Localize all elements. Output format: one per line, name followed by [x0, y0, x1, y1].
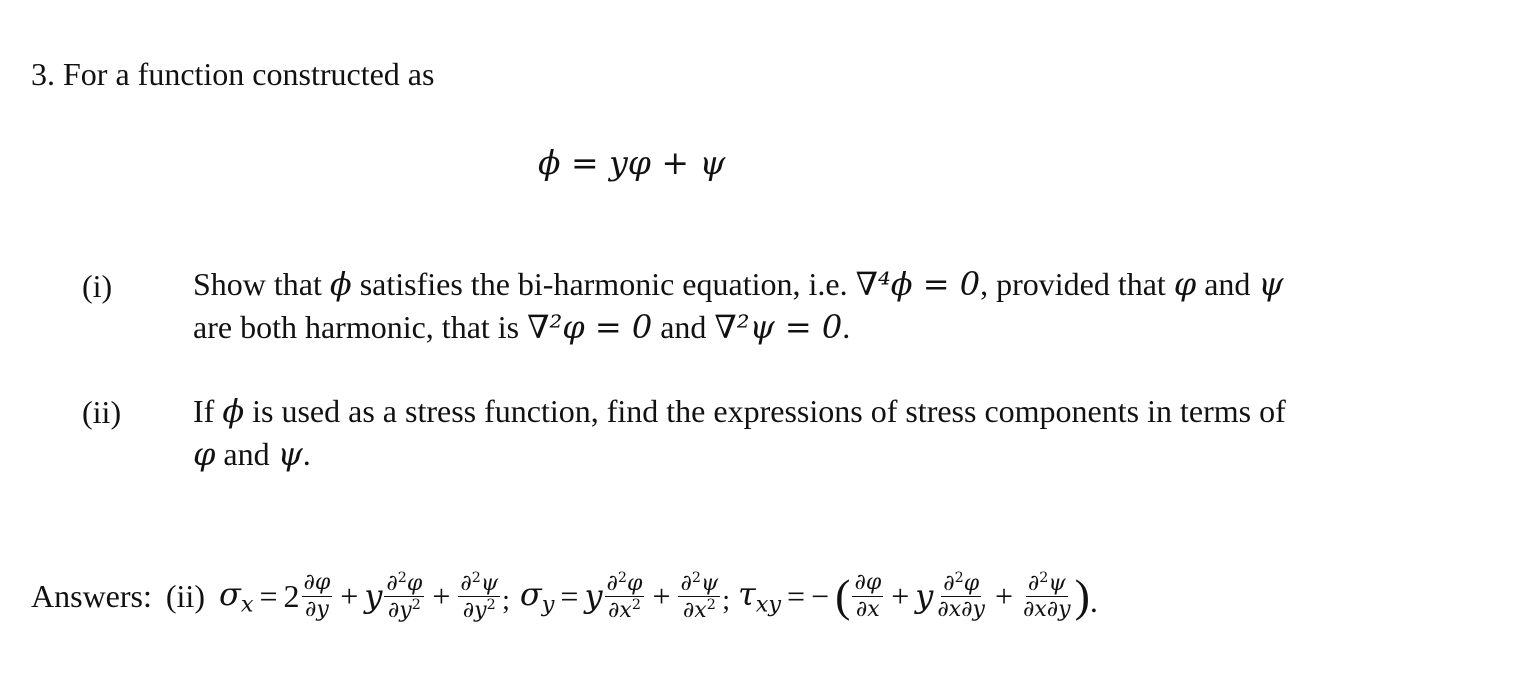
- varphi-symbol: φ: [1173, 265, 1197, 303]
- variable-y: y: [584, 577, 603, 615]
- sigma-y: $\sigma_y$: [519, 574, 555, 618]
- plus-sign: +: [891, 577, 910, 614]
- problem-heading: 3. For a function constructed as: [31, 56, 435, 92]
- answers-line: [31, 556, 1098, 636]
- fraction-d2phi-dx2: $\frac{\partial^2\varphi}{\partial x^2}$: [606, 569, 643, 623]
- part-ii-line-1: [193, 392, 1286, 430]
- part-i-line-2: [193, 308, 851, 346]
- phi-symbol: ϕ: [222, 392, 245, 430]
- biharmonic-equation: ∇⁴ϕ = 0: [855, 265, 981, 303]
- fraction-d2phi-dxdy: $\frac{\partial^2\varphi}{\partial x\partial y}$: [937, 569, 985, 622]
- separator: ;: [502, 585, 510, 616]
- sigma-x: $\sigma_x$: [218, 574, 254, 618]
- text: and: [215, 436, 278, 472]
- answers-label: Answers:: [31, 577, 152, 614]
- main-equation: ϕ = yφ + ψ: [538, 143, 726, 182]
- variable-y: y: [364, 577, 383, 615]
- fraction-d2phi-dy2: $\frac{\partial^2\varphi}{\partial y^2}$: [386, 569, 423, 623]
- text: is used as a stress function, find the expressions of stress components in terms of: [244, 393, 1286, 429]
- equals-sign: =: [259, 577, 278, 614]
- psi-symbol: ψ: [1258, 265, 1284, 303]
- plus-sign: +: [652, 577, 671, 614]
- text: .: [842, 309, 851, 345]
- plus-sign: +: [432, 577, 451, 614]
- left-parenthesis: (: [835, 570, 851, 621]
- psi-symbol: ψ: [277, 435, 303, 473]
- text: Show that: [193, 266, 330, 302]
- varphi-symbol: φ: [193, 435, 216, 473]
- minus-sign: −: [811, 577, 830, 614]
- part-ii-line-2: [193, 435, 311, 473]
- coefficient: 2: [283, 577, 300, 614]
- text: and: [652, 309, 715, 345]
- separator: ;: [722, 585, 731, 616]
- part-ii-label: (ii): [82, 394, 122, 430]
- equals-sign: =: [787, 577, 806, 614]
- text: If: [193, 393, 223, 429]
- part-i-line-1: [193, 265, 1284, 303]
- right-parenthesis: ): [1074, 570, 1090, 621]
- fraction-dphi-dy: $\frac{\partial\varphi}{\partial y}$: [303, 570, 331, 622]
- fraction-d2psi-dxdy: $\frac{\partial^2\psi}{\partial x\partial y}$: [1022, 569, 1071, 622]
- fraction-dphi-dx: $\frac{\partial\varphi}{\partial x}$: [854, 570, 882, 622]
- plus-sign: +: [994, 577, 1013, 614]
- text: , provided that: [980, 266, 1174, 302]
- plus-sign: +: [340, 577, 359, 614]
- fraction-d2psi-dx2: $\frac{\partial^2\psi}{\partial x^2}$: [680, 569, 719, 623]
- text: are both harmonic, that is: [193, 309, 528, 345]
- harmonic-equation-psi: ∇²ψ = 0: [714, 308, 843, 346]
- equals-sign: =: [560, 577, 579, 614]
- tau-xy: $\tau_{xy}$: [738, 574, 782, 618]
- text: and: [1196, 266, 1259, 302]
- fraction-d2psi-dy2: $\frac{\partial^2\psi}{\partial y^2}$: [460, 569, 499, 623]
- answers-part-label: (ii): [165, 577, 205, 614]
- final-period: .: [1089, 582, 1098, 619]
- phi-symbol: ϕ: [329, 265, 352, 303]
- part-i-label: (i): [82, 268, 113, 304]
- text: satisfies the bi-harmonic equation, i.e.: [351, 266, 856, 302]
- variable-y: y: [915, 577, 934, 615]
- harmonic-equation-varphi: ∇²φ = 0: [527, 308, 653, 346]
- text: .: [302, 436, 311, 472]
